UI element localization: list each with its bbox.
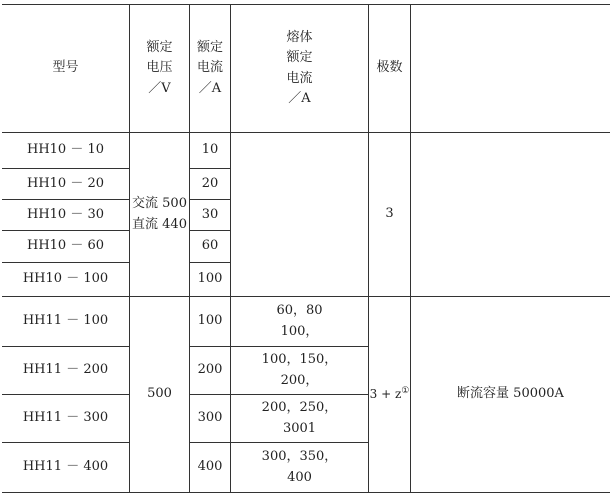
header-fuse-current — [231, 5, 368, 132]
fuse-current-cell — [231, 347, 368, 394]
remark-value: 断流容量 50000A — [457, 386, 564, 402]
fuse-current-value: 100，150， 200， — [261, 352, 338, 388]
current-cell — [190, 169, 230, 199]
current-cell — [190, 347, 230, 394]
header-fuse-current-label: 熔体 额定 电流 ／A — [286, 30, 313, 106]
group2-poles-cell — [369, 297, 410, 492]
header-poles-label: 极数 — [376, 60, 403, 76]
table-row-model — [2, 200, 129, 230]
group1-poles-cell — [369, 133, 410, 296]
header-rated-voltage-label: 额定 电压 ／V — [146, 40, 173, 96]
table-row-model — [2, 443, 129, 492]
model-cell: HH11 － 200 — [22, 362, 109, 378]
header-rated-current-label: 额定 电流 ／A — [196, 40, 223, 96]
current-value: 200 — [197, 362, 223, 378]
fuse-current-value: 300，350， 400 — [261, 449, 338, 485]
group2-remark-cell — [411, 297, 610, 492]
current-value: 100 — [197, 313, 223, 329]
group2-voltage-cell — [130, 297, 189, 492]
current-value: 400 — [197, 459, 223, 475]
model-cell: HH10 － 10 — [26, 142, 105, 158]
header-model-label: 型号 — [52, 60, 79, 76]
table-row-model — [2, 263, 129, 296]
current-cell — [190, 263, 230, 296]
current-value: 100 — [197, 271, 223, 287]
model-cell: HH11 － 400 — [22, 459, 109, 475]
current-cell — [190, 297, 230, 346]
model-cell: HH10 － 20 — [26, 175, 105, 191]
current-value: 300 — [197, 410, 223, 426]
header-poles — [369, 5, 410, 132]
fuse-current-value: 60，80 100， — [276, 303, 323, 339]
header-model — [2, 5, 129, 132]
fuse-current-cell — [231, 443, 368, 492]
current-cell — [190, 133, 230, 168]
model-cell: HH10 － 100 — [22, 271, 109, 287]
table-bottom-border — [2, 492, 610, 493]
fuse-current-cell — [231, 297, 368, 346]
footnote-marker: ① — [401, 386, 410, 397]
header-rated-current — [190, 5, 230, 132]
current-cell — [190, 395, 230, 442]
header-remark — [411, 5, 610, 132]
current-value: 60 — [201, 238, 219, 254]
table-row-model — [2, 169, 129, 199]
poles-value: 3 — [385, 206, 394, 222]
model-cell: HH11 － 300 — [22, 410, 109, 426]
current-value: 10 — [201, 142, 219, 158]
current-cell — [190, 200, 230, 230]
group1-voltage-cell — [130, 133, 189, 296]
model-cell: HH10 － 30 — [26, 206, 105, 222]
model-cell: HH10 － 60 — [26, 238, 105, 254]
table-row-model — [2, 347, 129, 394]
voltage-value: 500 — [147, 386, 172, 402]
poles-value — [370, 385, 410, 404]
table-row-model — [2, 231, 129, 262]
model-cell: HH11 － 100 — [22, 313, 109, 329]
fuse-current-value: 200，250， 3001 — [261, 400, 338, 436]
poles-text: 3 + z — [369, 387, 402, 402]
table-row-model — [2, 133, 129, 168]
current-cell — [190, 231, 230, 262]
fuse-current-cell — [231, 395, 368, 442]
current-value: 20 — [201, 175, 219, 191]
voltage-value: 交流 500 直流 440 — [132, 196, 187, 232]
table-row-model — [2, 297, 129, 346]
current-value: 30 — [201, 206, 219, 222]
current-cell — [190, 443, 230, 492]
header-rated-voltage — [130, 5, 189, 132]
table-row-model — [2, 395, 129, 442]
